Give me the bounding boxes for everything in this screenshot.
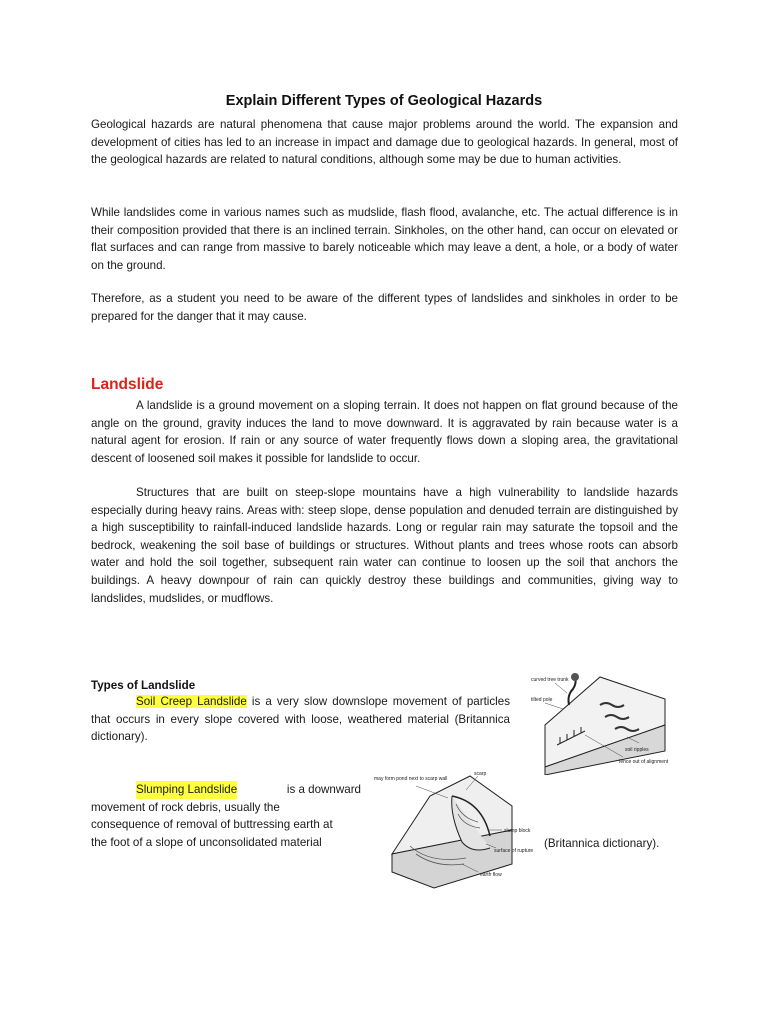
slumping-line-2: movement of rock debris, usually the xyxy=(91,800,280,814)
slumping-line-1 xyxy=(91,781,361,799)
label-slump-block: slump block xyxy=(504,828,531,834)
soil-creep-term: Soil Creep Landslide xyxy=(136,695,247,708)
intro-paragraph-1: Geological hazards are natural phenomena that cause major problems around the world. The expansion and development of cities has led to an increase in impact and damage due to geological hazards. In general, most of the geological hazards are related to natural conditions, although some may be due to human activities. xyxy=(91,118,678,167)
label-scarp: scarp xyxy=(474,771,487,777)
soil-creep-paragraph xyxy=(91,693,510,746)
label-pond: may form pond next to scarp wall xyxy=(374,776,448,782)
label-surface-of-rupture: surface of rupture xyxy=(494,848,534,854)
landslide-heading: Landslide xyxy=(91,376,164,393)
intro-paragraph-2: While landslides come in various names such as mudslide, flash flood, avalanche, etc. The actual difference is in their composition provided that there is an inclined terrain. Sinkholes, on the other hand, can occur on elevated or flat surfaces and can range from massive to barely noticeable which may leave a dent, a hole, or a body of water on the ground. xyxy=(91,206,678,272)
slumping-line-1-rest: is a downward xyxy=(286,783,361,796)
intro-paragraph-3: Therefore, as a student you need to be aware of the different types of landslides and sinkholes in order to be prepared for the danger that it may cause. xyxy=(91,292,678,323)
slumping-diagram xyxy=(370,768,535,892)
page-title: Explain Different Types of Geological Hazards xyxy=(225,93,543,109)
label-earth-flow: earth flow xyxy=(480,872,502,878)
slumping-term: Slumping Landslide xyxy=(136,781,237,799)
soil-creep-diagram xyxy=(505,665,683,775)
label-curved-tree-trunk: curved tree trunk xyxy=(531,677,569,683)
slumping-line-4: the foot of a slope of unconsolidated material xyxy=(91,835,322,849)
label-fence-out-of-alignment: fence out of alignment xyxy=(619,759,669,765)
types-heading: Types of Landslide xyxy=(91,679,196,692)
slumping-paragraph xyxy=(91,781,361,851)
label-soil-ripples: soil ripples xyxy=(625,747,649,753)
slumping-citation: (Britannica dictionary). xyxy=(544,837,660,850)
slumping-line-3: consequence of removal of buttressing earth at xyxy=(91,818,333,832)
soil-creep-text: is a very slow downslope movement of particles that occurs in every slope covered with loose, weathered material (Britannica dictionary). xyxy=(91,695,510,744)
landslide-paragraph-2: Structures that are built on steep-slope mountains have a high vulnerability to landslide hazards especially during heavy rains. Areas with: steep slope, dense population and denuded terrain are distinguished by a high susceptibility to rainfall-induced landslide hazards. Long or regular rain may saturate the topsoil and the bedrock, weakening the soil base of buildings or structures. Without plants and trees whose roots can absorb water and hold the soil together, subsequent rain water can continue to loosen up the soil that anchors the buildings. A heavy downpour of rain can quickly destroy these buildings and communities, giving way to landslides, mudslides, or mudflows. xyxy=(91,486,678,605)
landslide-paragraph-1: A landslide is a ground movement on a sloping terrain. It does not happen on flat ground because of the angle on the ground, gravity induces the land to move downward. It is aggravated by rain because water is a natural agent for erosion. If rain or any source of water frequently flows down a sloping area, the gravitational descent of loosened soil makes it possible for landslide to occur. xyxy=(91,399,678,465)
label-tilted-pole: tilted pole xyxy=(531,697,553,703)
